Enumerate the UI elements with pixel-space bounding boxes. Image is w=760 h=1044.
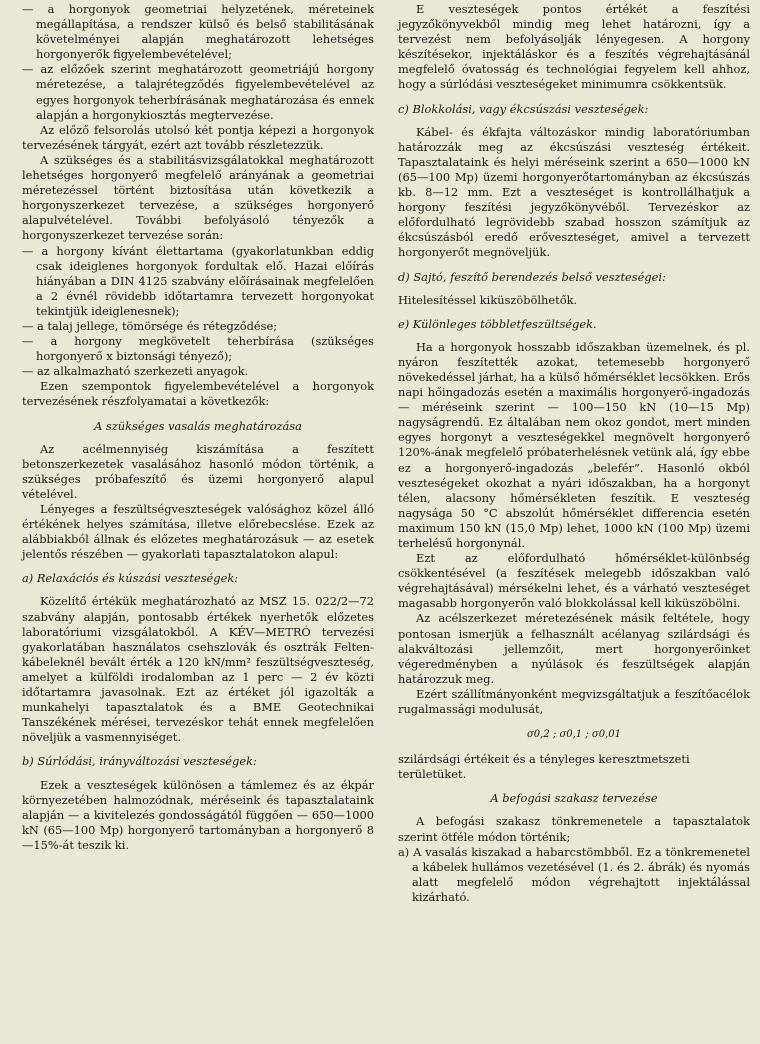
- list-item: — a talaj jellege, tömörsége és rétegződése;: [22, 318, 278, 333]
- list-item: — a horgony kívánt élettartama (gyakorlatunkban eddig csak ideiglenes horgonyok fordultak elő. Hazai előírás hiányában a DIN 4125 szabvány előírásainak megfelelően a 2 évnél rövidebb időtartamra tervezett horgonyokat tekintjük ideiglenesnek);: [22, 243, 374, 318]
- paragraph: Ha a horgonyok hosszabb időszakban üzemelnek, és pl. nyáron feszítették azokat, tetemesebb horgonyerő növekedéssel járhat, ha a külső hőmérséklet lecsökken. Erős napi hőingadozás esetén a maximális horgonyerő-ingadozás — méréseink szerint — 100—150 kN (10—15 Mp) nagyságrendű. Ez általában nem okoz gondot, mert minden egyes horgonyt a veszteségekkel megnövelt horgonyerő 120%-ának megfelelő próbaterhelésnek vetünk alá, így ebbe ez a horgonyerő-ingadozás „belefér”. Hasonló okból veszteségeket okozhat a nyári időszakban, ha a horgonyt télen, alacsony hőmérsékleten feszítik. E veszteség nagysága 50 °C abszolút hőmérséklet differencia esetén maximum 150 kN (15,0 Mp) lehet, 1000 kN (100 Mp) üzemi terhelésű horgonynál.: [398, 339, 750, 550]
- paragraph: Ezen szempontok figyelembevételével a horgonyok tervezésének részfolyamatai a következők:: [22, 379, 374, 409]
- paragraph: Az acélmennyiség kiszámítása a feszített betonszerkezetek vasalásához hasonló módon történik, a szükséges próbafeszítő és üzemi horgonyerő alapul vételével.: [22, 441, 374, 501]
- list-item: — az előzőek szerint meghatározott geometriájú horgony méretezése, a talajrétegződés figyelembevételével az egyes horgonyok teherbírásának meghatározása és ennek alapján a horgonykiosztás megtervezése.: [22, 62, 374, 122]
- paragraph: A befogási szakasz tönkremenetele a tapasztalatok szerint ötféle módon történik;: [398, 814, 750, 844]
- section-heading: e) Különleges többletfeszültségek.: [398, 316, 597, 331]
- section-title: A szükséges vasalás meghatározása: [94, 418, 302, 433]
- list-item: — az alkalmazható szerkezeti anyagok.: [22, 364, 249, 379]
- paragraph: Hitelesítéssel kiküszöbölhetők.: [398, 292, 578, 307]
- section-heading: a) Relaxációs és kúszási veszteségek:: [22, 571, 239, 586]
- formula: σ0,2 ; σ0,1 ; σ0,01: [526, 729, 621, 741]
- list-item: a) A vasalás kiszakad a habarcstömbből. Ez a tönkremenetel a kábelek hullámos vezetésével (1. és 2. ábrák) és nyomás alatt megfelelő módon végrehajtott injektálással kizárható.: [398, 844, 750, 904]
- left-column: [22, 2, 374, 853]
- paragraph: Kábel- és ékfajta változáskor mindig laboratóriumban határozzák meg az ékcsúszási veszteség értékeit. Tapasztalataink és helyi méréseink szerint a 650—1000 kN (65—100 Mp) üzemi horgonyerőtartományban az ékcsúszás kb. 8—12 mm. Ezt a veszteséget is kontrollálhatjuk a horgony feszítési jegyzőkönyvéből. Tervezéskor az előfordulható legrövidebb szabad hosszon számítjuk az ékcsúszásból eredő erőveszteséget, amivel a tervezett horgonyerőt megnöveljük.: [398, 124, 750, 260]
- paragraph: Ezért szállítmányonként megvizsgáltatjuk a feszítőacélok rugalmassági modulusát,: [398, 686, 750, 717]
- section-title: A befogási szakasz tervezése: [490, 791, 658, 806]
- section-heading: c) Blokkolási, vagy ékcsúszási veszteségek:: [398, 101, 649, 116]
- paragraph: A szükséges és a stabilitásvizsgálatokkal meghatározott lehetséges horgonyerő megfelelő arányának a geometriai méretezéssel történt biztosítása után következik a horgonyszerkezet tervezése, a szükséges horgonyerő alapulvételével. További befolyásoló tényezők a horgonyszerkezet tervezése során:: [22, 152, 374, 243]
- paragraph: Ezek a veszteségek különösen a támlemez és az ékpár környezetében halmozódnak, méréseink és tapasztalataink alapján — a kivitelezés gondosságától függően — 650—1000 kN (65—100 Mp) horgonyerő tartományban a horgonyerő 8—15%-át teszik ki.: [22, 777, 374, 852]
- list-item: — a horgonyok geometriai helyzetének, méreteinek megállapítása, a rendszer külső és belső stabilitásának követelményei alapján meghatározott lehetséges horgonyerők figyelembevételével;: [22, 2, 374, 62]
- list-item: — a horgony megkövetelt teherbírása (szükséges horgonyerő x biztonsági tényező);: [22, 334, 374, 364]
- section-heading: d) Sajtó, feszítő berendezés belső veszteségei:: [398, 269, 666, 284]
- paragraph: E veszteségek pontos értékét a feszítési jegyzőkönyvekből mindig meg lehet határozni, így a tervezést nem befolyásolják lényegesen. A horgony készítésekor, injektáláskor és a feszítés végrehajtásánál megfelelő óvatosság és technológiai fegyelem kell ahhoz, hogy a súrlódási veszteségeket minimumra csökkentsük.: [398, 2, 750, 92]
- paragraph: Közelítő értékük meghatározható az MSZ 15. 022/2—72 szabvány alapján, pontosabb értékek nyerhetők előzetes laboratóriumi vizsgálatokból. A KÉV—METRÓ tervezési gyakorlatában használatos csehszlovák és osztrák Felten-kábeleknél bevált érték a 120 kN/mm² feszültségveszteség, amelyet a külföldi irodalomban az 1 perc — 2 év közti időtartamra javasolnak. Ezt az értéket jól igazolták a munkahelyi tapasztalatok és a BME Geotechnikai Tanszékének mérései, tervezéskor tehát ennek megfelelően növeljük a vasmennyiséget.: [22, 594, 374, 745]
- section-heading: b) Súrlódási, irányváltozási veszteségek:: [22, 754, 257, 769]
- paragraph: Ezt az előfordulható hőmérséklet-különbség csökkentésével (a feszítések melegebb időszakban való végrehajtásával) mérsékelni lehet, és a várható veszteséget magasabb horgonyerőn való blokkolással kell kiküszöbölni.: [398, 551, 750, 611]
- paragraph: Az acélszerkezet méretezésének másik feltétele, hogy pontosan ismerjük a felhasznált acélanyag szilárdsági és alakváltozási jellemzőit, mert horgonyerőinket végeredményben a nyúlások és feszültségek alapján határozzuk meg.: [398, 611, 750, 686]
- paragraph: Lényeges a feszültségveszteségek valósághoz közel álló értékének helyes számítása, illetve előrebecslése. Ezek az alábbiakból állnak és előzetes meghatározásuk — az esetek jelentős részében — gyakorlati tapasztalatokon alapul:: [22, 502, 374, 562]
- paragraph: Az előző felsorolás utolsó két pontja képezi a horgonyok tervezésének tárgyát, ezért azt tovább részletezzük.: [22, 122, 374, 152]
- paragraph: szilárdsági értékeit és a tényleges keresztmetszeti területüket.: [398, 752, 690, 782]
- right-column: [398, 2, 750, 905]
